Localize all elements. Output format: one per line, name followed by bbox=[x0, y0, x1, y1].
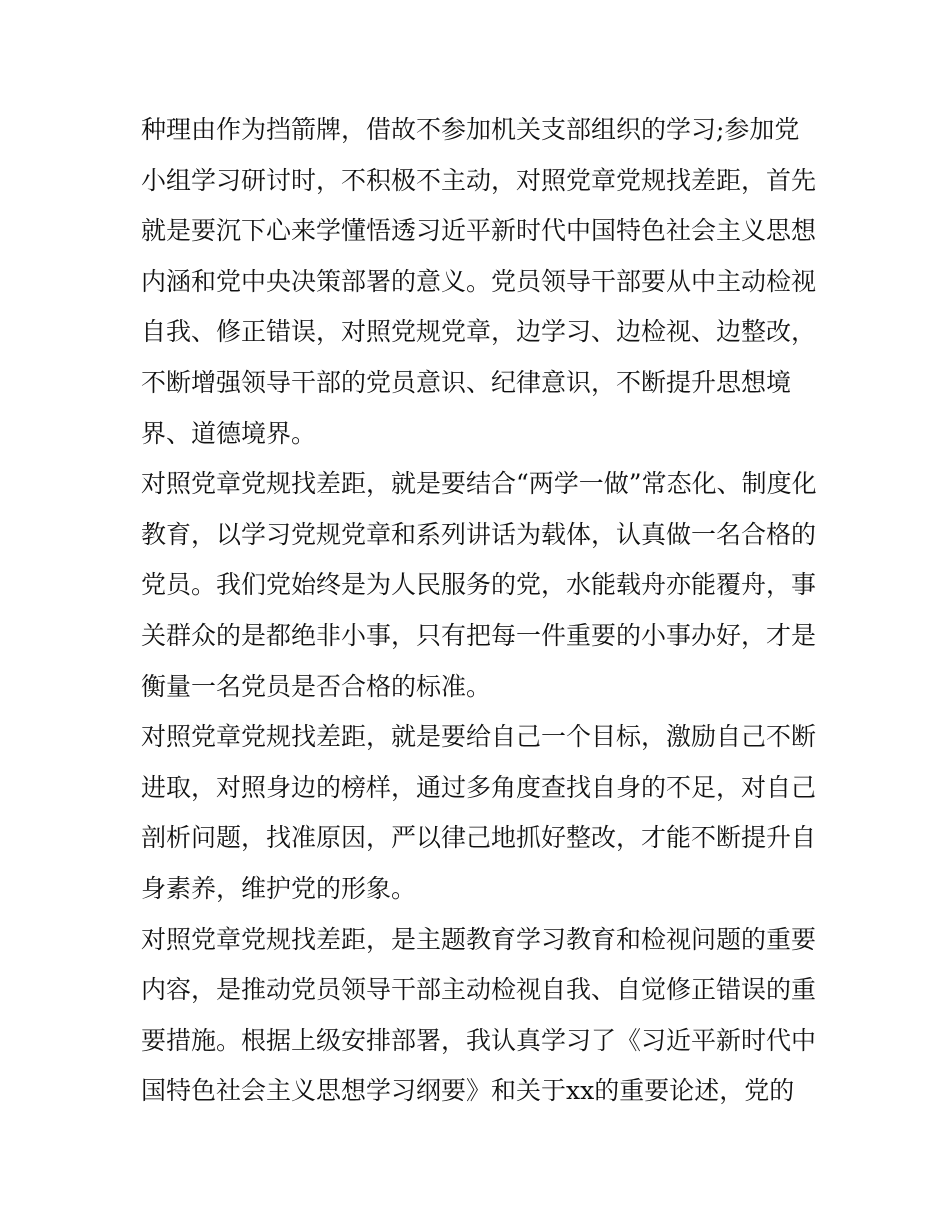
text-line-15: 剖析问题，找准原因，严以律己地抓好整改，才能不断提升自 bbox=[141, 823, 817, 853]
text-line-3: 就是要沉下心来学懂悟透习近平新时代中国特色社会主义思想 bbox=[141, 216, 817, 246]
text-line-4: 内涵和党中央决策部署的意义。党员领导干部要从中主动检视 bbox=[141, 266, 817, 296]
text-line-17: 对照党章党规找差距，是主题教育学习教育和检视问题的重要 bbox=[141, 924, 817, 954]
text-line-7: 界、道德境界。 bbox=[141, 418, 317, 448]
text-line-2: 小组学习研讨时，不积极不主动，对照党章党规找差距，首先 bbox=[141, 165, 817, 195]
text-line-16: 身素养，维护党的形象。 bbox=[141, 873, 417, 903]
text-line-14: 进取，对照身边的榜样，通过多角度查找自身的不足，对自己 bbox=[141, 772, 817, 802]
text-line-9: 教育，以学习党规党章和系列讲话为载体，认真做一名合格的 bbox=[141, 519, 817, 549]
text-line-12: 衡量一名党员是否合格的标准。 bbox=[141, 671, 492, 701]
text-line-5: 自我、修正错误，对照党规党章，边学习、边检视、边整改， bbox=[141, 317, 817, 347]
text-line-11: 关群众的是都绝非小事，只有把每一件重要的小事办好，才是 bbox=[141, 620, 817, 650]
text-line-1: 种理由作为挡箭牌，借故不参加机关支部组织的学习;参加党 bbox=[141, 115, 800, 144]
text-line-19: 要措施。根据上级安排部署，我认真学习了《习近平新时代中 bbox=[141, 1025, 817, 1055]
document-body bbox=[141, 105, 821, 1117]
text-line-20: 国特色社会主义思想学习纲要》和关于xx的重要论述，党的 bbox=[141, 1076, 795, 1106]
text-line-8: 对照党章党规找差距，就是要结合“两学一做”常态化、制度化 bbox=[141, 469, 817, 499]
text-line-6: 不断增强领导干部的党员意识、纪律意识，不断提升思想境 bbox=[141, 367, 792, 397]
text-line-18: 内容，是推动党员领导干部主动检视自我、自觉修正错误的重 bbox=[141, 975, 817, 1005]
text-line-13: 对照党章党规找差距，就是要给自己一个目标，激励自己不断 bbox=[141, 722, 817, 752]
text-line-10: 党员。我们党始终是为人民服务的党，水能载舟亦能覆舟，事 bbox=[141, 570, 817, 600]
